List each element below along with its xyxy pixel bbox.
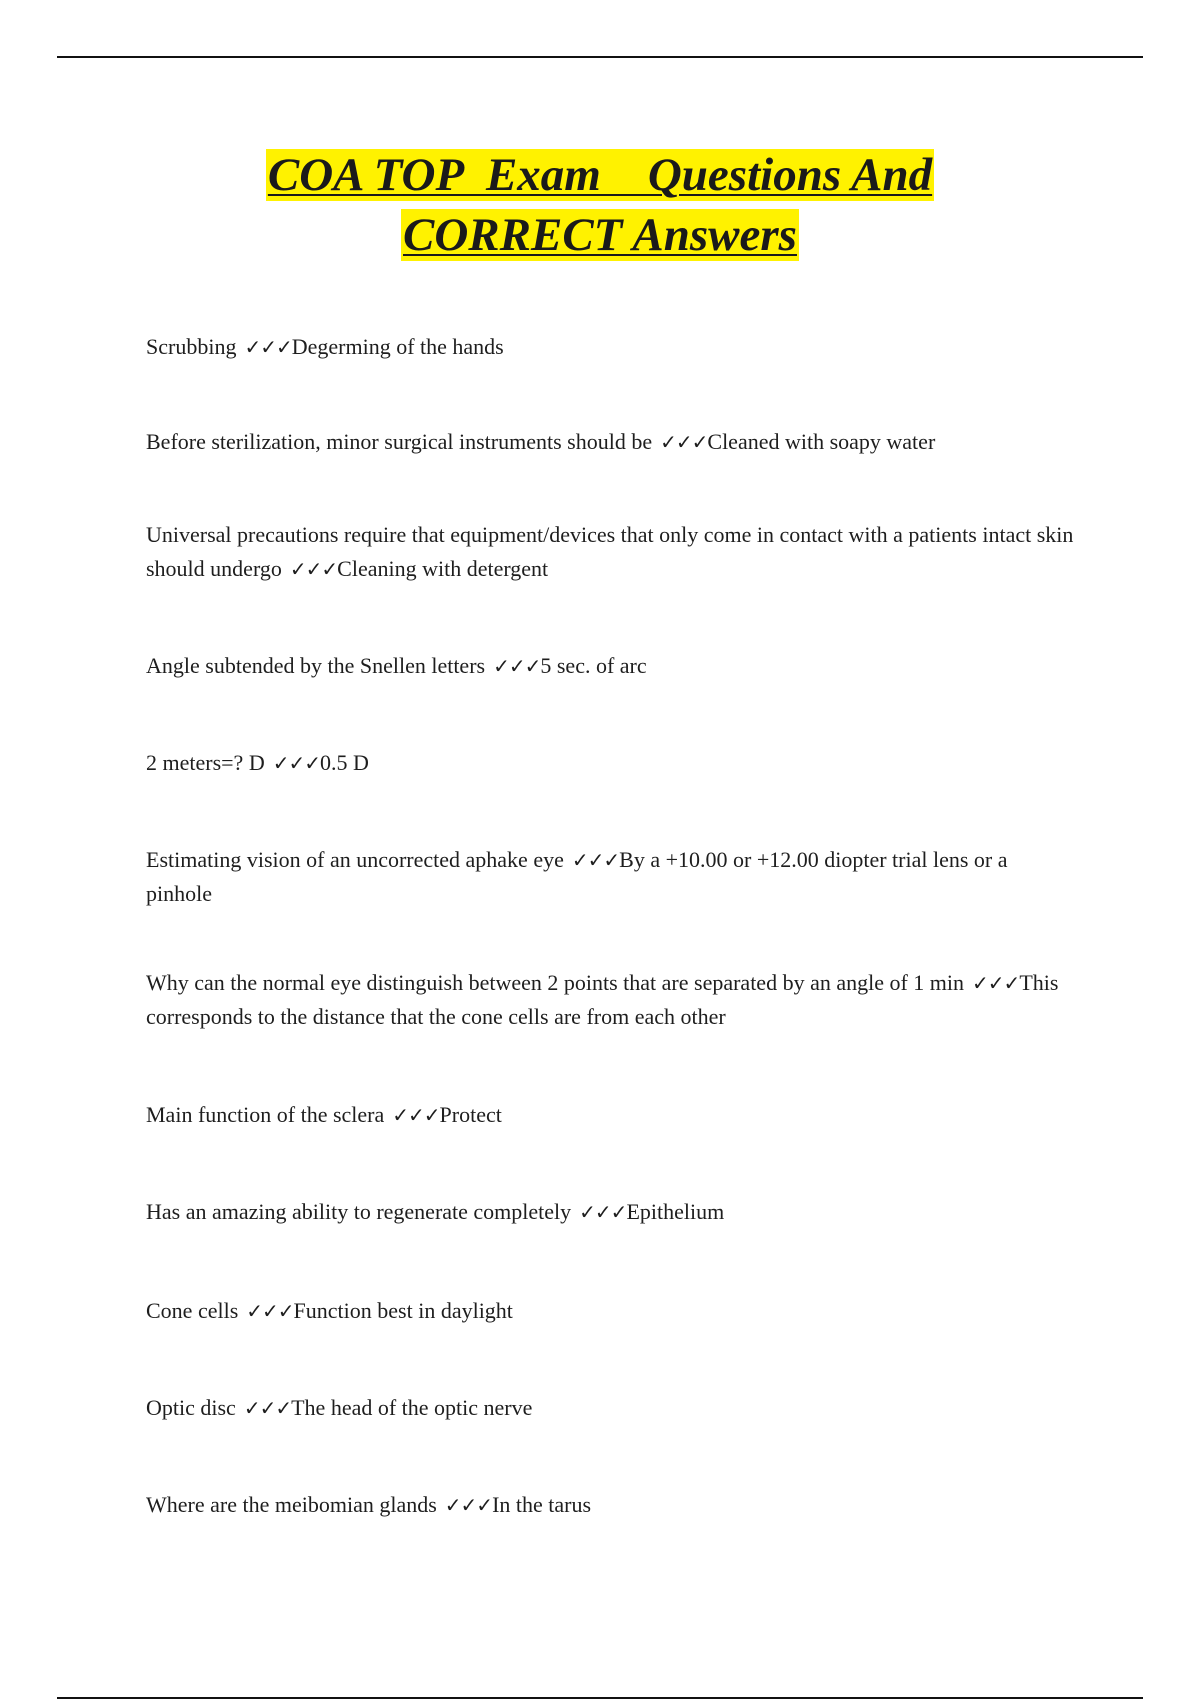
qa-item bbox=[146, 425, 1076, 459]
question-text: Why can the normal eye distinguish between 2 points that are separated by an angle of 1 min bbox=[146, 970, 965, 995]
check-mark-icon: ✓✓✓ bbox=[444, 1493, 493, 1517]
answer-text: Degerming of the hands bbox=[291, 334, 504, 359]
question-text: Cone cells bbox=[146, 1298, 239, 1323]
title-line-1: COA TOP Exam Questions And bbox=[267, 149, 933, 201]
check-mark-icon: ✓✓✓ bbox=[392, 1103, 440, 1127]
qa-item bbox=[146, 649, 1076, 683]
qa-item bbox=[146, 1195, 1076, 1229]
qa-item bbox=[146, 518, 1076, 586]
answer-text: Epithelium bbox=[626, 1199, 725, 1224]
question-text: Optic disc bbox=[146, 1395, 236, 1420]
answer-text: This corresponds to the distance that the cone cells are from each other bbox=[146, 970, 1059, 1029]
question-text: Main function of the sclera bbox=[146, 1102, 385, 1127]
question-text: Scrubbing bbox=[146, 334, 237, 359]
answer-text: 5 sec. of arc bbox=[540, 653, 647, 678]
answer-text: The head of the optic nerve bbox=[291, 1395, 533, 1420]
qa-item bbox=[146, 1488, 1076, 1522]
check-mark-icon: ✓✓✓ bbox=[272, 751, 320, 775]
question-text: 2 meters=? D bbox=[146, 750, 265, 775]
qa-item bbox=[146, 330, 1076, 364]
check-mark-icon: ✓✓✓ bbox=[579, 1200, 627, 1224]
qa-item bbox=[146, 1391, 1076, 1425]
check-mark-icon: ✓✓✓ bbox=[246, 1299, 294, 1323]
check-mark-icon: ✓✓✓ bbox=[244, 335, 292, 359]
top-rule bbox=[57, 56, 1143, 58]
answer-text: Cleaned with soapy water bbox=[707, 429, 936, 454]
answer-text: In the tarus bbox=[492, 1492, 592, 1517]
qa-item bbox=[146, 746, 1076, 780]
answer-text: 0.5 D bbox=[319, 750, 369, 775]
document-title bbox=[0, 145, 1200, 265]
question-text: Estimating vision of an uncorrected aphake eye bbox=[146, 847, 564, 872]
check-mark-icon: ✓✓✓ bbox=[243, 1396, 292, 1420]
check-mark-icon: ✓✓✓ bbox=[972, 971, 1020, 995]
qa-item bbox=[146, 1294, 1076, 1328]
title-line-2: CORRECT Answers bbox=[403, 209, 797, 261]
question-text: Angle subtended by the Snellen letters bbox=[146, 653, 486, 678]
question-text: Before sterilization, minor surgical instruments should be bbox=[146, 429, 653, 454]
qa-item bbox=[146, 1098, 1076, 1132]
answer-text: Protect bbox=[439, 1102, 502, 1127]
check-mark-icon: ✓✓✓ bbox=[289, 557, 338, 581]
check-mark-icon: ✓✓✓ bbox=[571, 848, 620, 872]
check-mark-icon: ✓✓✓ bbox=[660, 430, 708, 454]
qa-item bbox=[146, 966, 1076, 1034]
answer-text: Function best in daylight bbox=[293, 1298, 513, 1323]
question-text: Where are the meibomian glands bbox=[146, 1492, 437, 1517]
question-text: Universal precautions require that equipment/devices that only come in contact with a patients intact skin should undergo bbox=[146, 522, 1074, 581]
answer-text: By a +10.00 or +12.00 diopter trial lens or a pinhole bbox=[146, 847, 1008, 906]
qa-item bbox=[146, 843, 1076, 911]
bottom-rule bbox=[57, 1697, 1143, 1699]
check-mark-icon: ✓✓✓ bbox=[493, 654, 541, 678]
answer-text: Cleaning with detergent bbox=[337, 556, 549, 581]
question-text: Has an amazing ability to regenerate completely bbox=[146, 1199, 572, 1224]
